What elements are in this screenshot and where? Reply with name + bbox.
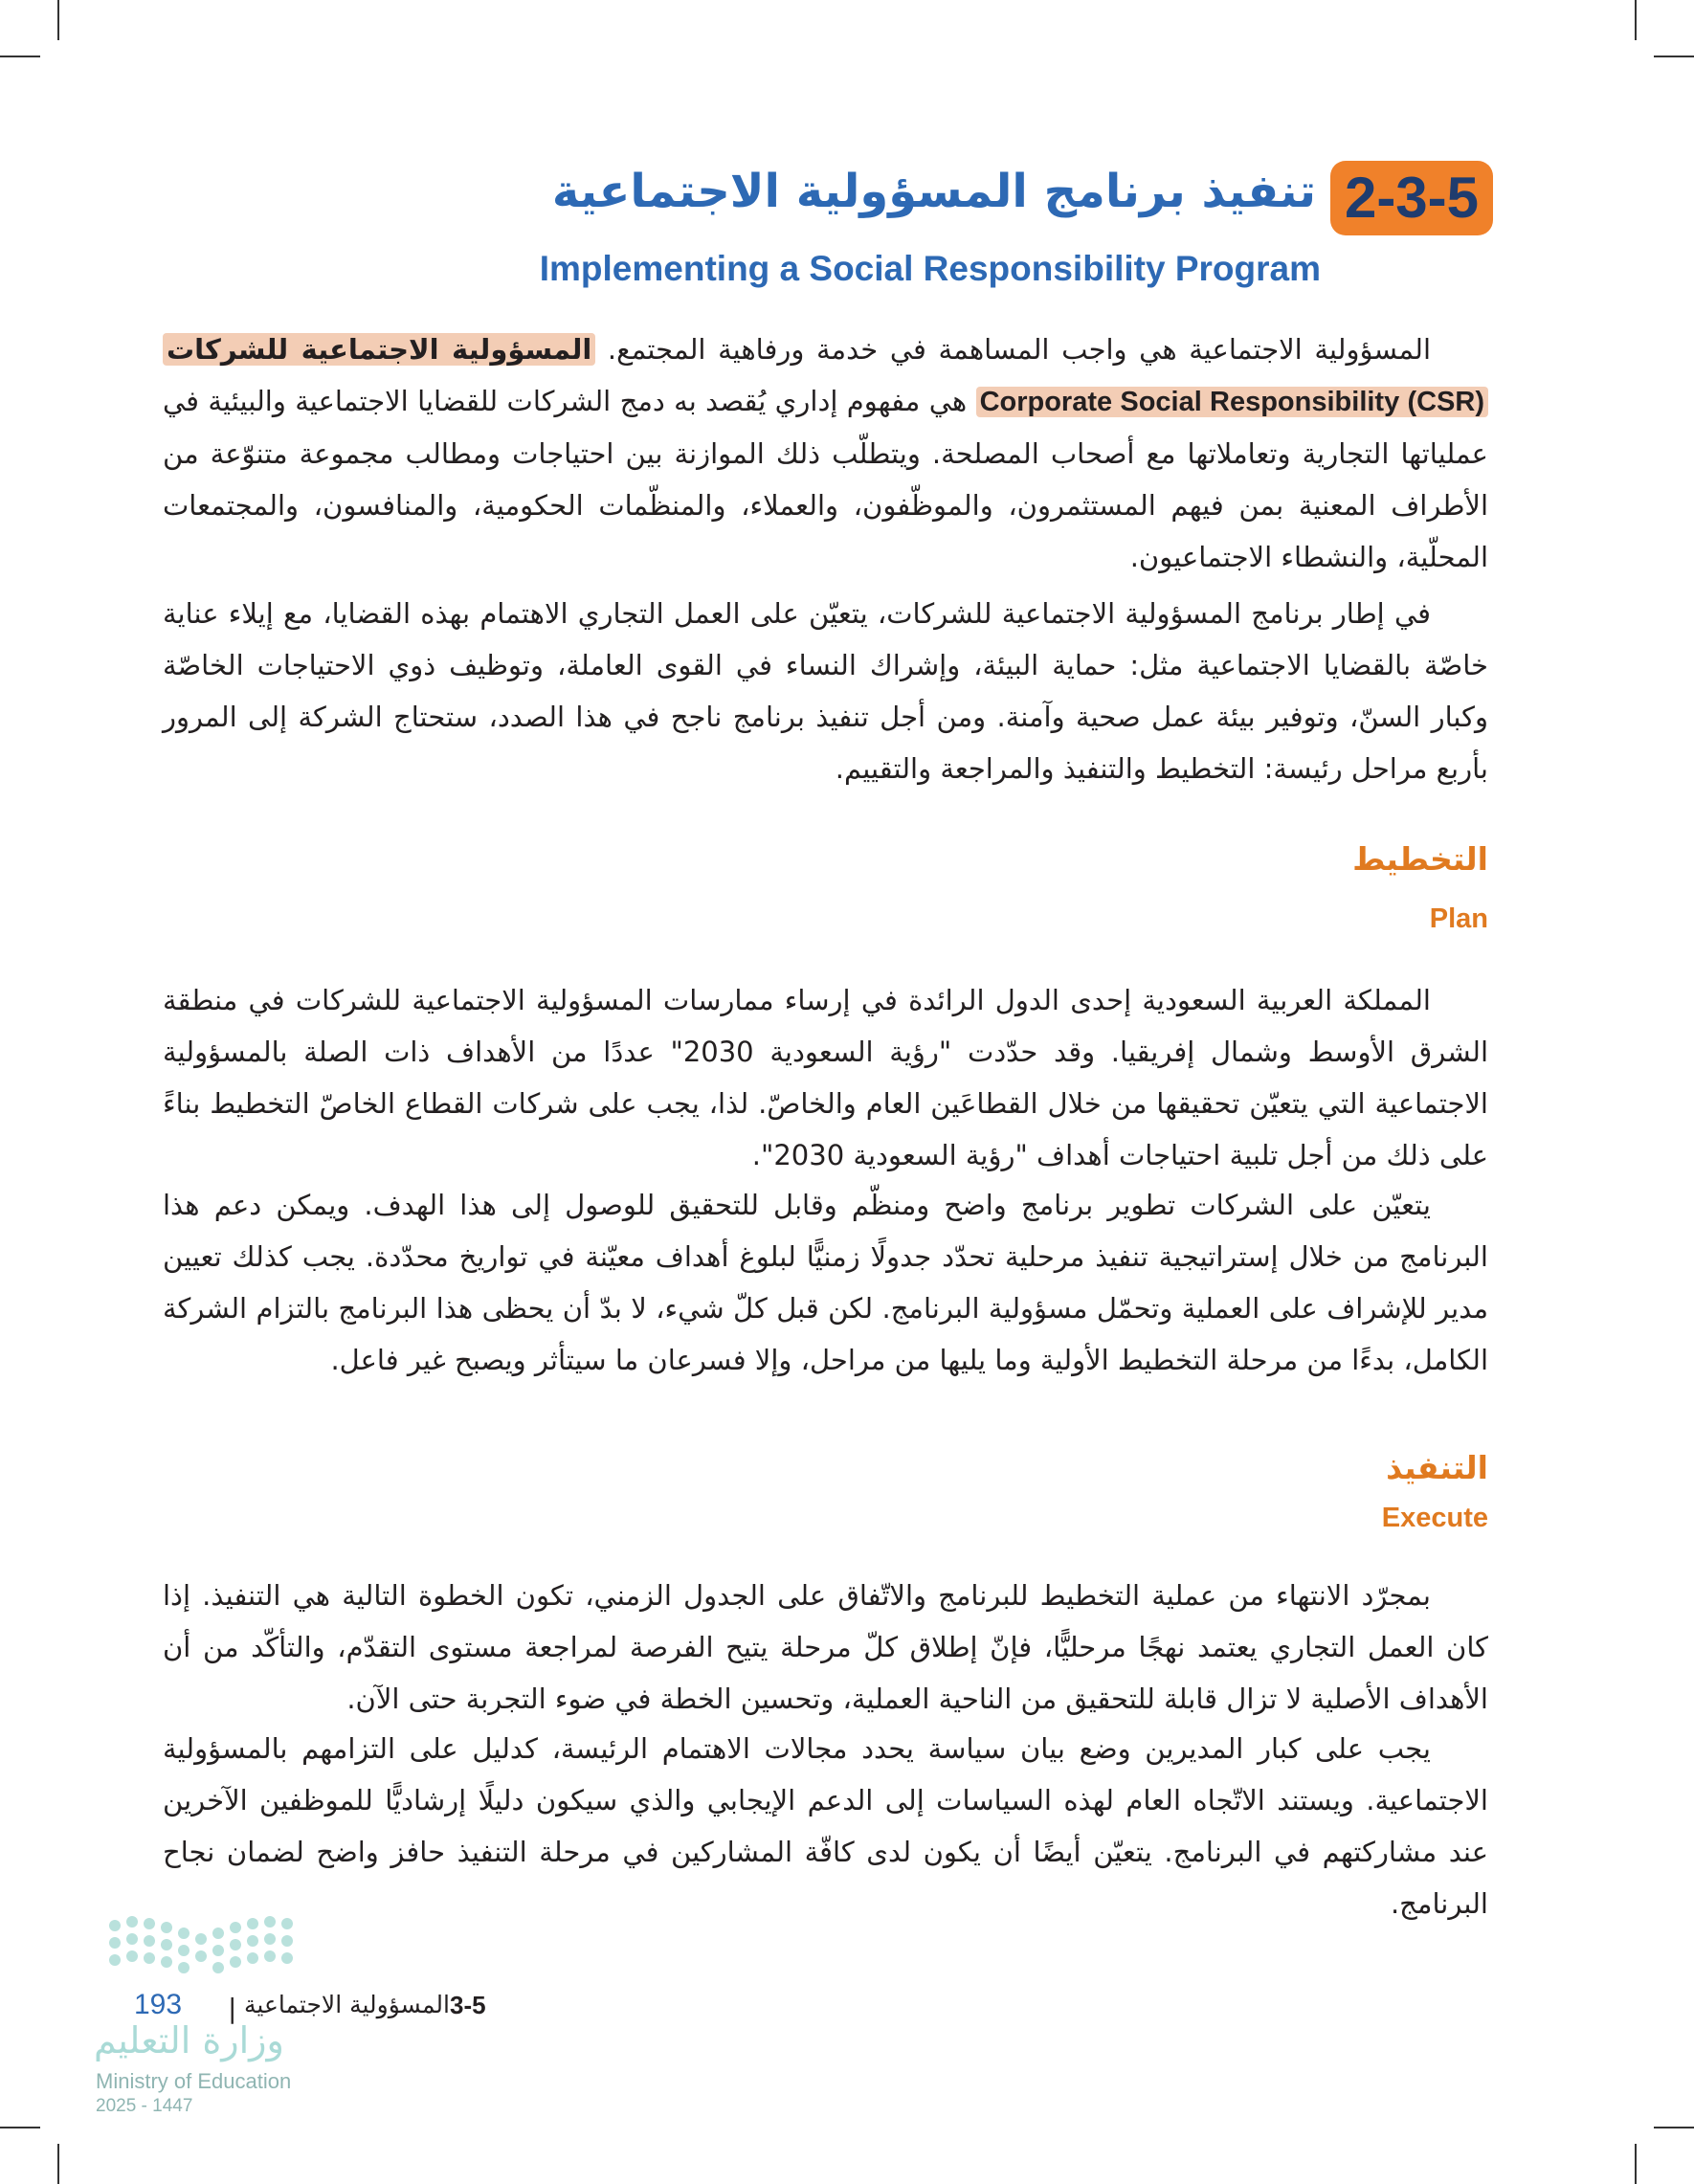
section-title-arabic: تنفيذ برنامج المسؤولية الاجتماعية <box>551 165 1316 218</box>
section-number-badge: 2-3-5 <box>1330 161 1493 235</box>
plan-paragraph-1: المملكة العربية السعودية إحدى الدول الرائدة في إرساء ممارسات المسؤولية الاجتماعية للشركات في منطقة الشرق الأوسط وشمال إفريقيا. وقد حدّدت "رؤية السعودية 2030" عددًا من الأهداف ذات الصلة بالمسؤولية الاجتماعية التي يتعيّن تحقيقها من خلال القطاعَين العام والخاصّ. لذا، يجب على شركات القطاع الخاصّ التخطيط بناءً على ذلك من أجل تلبية احتياجات أهداف "رؤية السعودية 2030". <box>163 984 1488 1171</box>
page-number: 193 <box>134 1989 183 2020</box>
execute-heading-arabic: التنفيذ <box>1386 1449 1488 1486</box>
footer-chapter-number: 3-5 <box>450 1991 486 2019</box>
execute-paragraph-2: يجب على كبار المديرين وضع بيان سياسة يحدد مجالات الاهتمام الرئيسة، كدليل على التزامهم بالمسؤولية الاجتماعية. ويستند الاتّجاه العام لهذه السياسات إلى الدعم الإيجابي والذي سيكون دليلًا إرشاديًّا للموظفين الآخرين عند مشاركتهم في البرنامج. يتعيّن أيضًا أن يكون لدى كافّة المشاركين في مرحلة التنفيذ حافز واضح لضمان نجاح البرنامج. <box>163 1732 1488 1920</box>
plan-paragraph-2: يتعيّن على الشركات تطوير برنامج واضح ومنظّم وقابل للتحقيق للوصول إلى هذا الهدف. ويمكن دعم هذا البرنامج من خلال إستراتيجية تنفيذ مرحلية تحدّد جدولًا زمنيًّا لبلوغ أهداف معيّنة في تواريخ محدّدة. يجب كذلك تعيين مدير للإشراف على العملية وتحمّل مسؤولية البرنامج. لكن قبل كلّ شيء، لا بدّ أن يحظى هذا البرنامج بالتزام الشركة الكامل، بدءًا من مرحلة التخطيط الأولية وما يليها من مراحل، وإلا فسرعان ما سيتأثر ويصبح غير فاعل. <box>163 1189 1488 1376</box>
ministry-logo-dots-icon <box>96 1905 316 2000</box>
section-title-english: Implementing a Social Responsibility Program <box>539 249 1321 288</box>
intro-text-start: المسؤولية الاجتماعية هي واجب المساهمة في خدمة ورفاهية المجتمع. <box>595 333 1431 366</box>
crop-mark <box>0 2127 40 2128</box>
execute-heading-english: Execute <box>1381 1503 1488 1533</box>
crop-mark <box>1635 0 1637 40</box>
crop-mark <box>1654 2127 1694 2128</box>
footer-section-title: المسؤولية الاجتماعية <box>244 1991 450 2018</box>
intro-paragraph-1 <box>163 323 1488 583</box>
csr-term-english: Corporate Social Responsibility (CSR) <box>976 387 1488 417</box>
section-header <box>345 161 1493 295</box>
intro-paragraph-2: في إطار برنامج المسؤولية الاجتماعية للشركات، يتعيّن على العمل التجاري الاهتمام بهذه القضايا، مع إيلاء عناية خاصّة بالقضايا الاجتماعية مثل: حماية البيئة، وإشراك النساء في القوى العاملة، وتوظيف ذوي الاحتياجات الخاصّة وكبار السنّ، وتوفير بيئة عمل صحية وآمنة. ومن أجل تنفيذ برنامج ناجح في هذا الصدد، ستحتاج الشركة إلى المرور بأربع مراحل رئيسة: التخطيط والتنفيذ والمراجعة والتقييم. <box>163 597 1488 785</box>
crop-mark <box>0 56 40 57</box>
plan-heading-arabic: التخطيط <box>1352 840 1488 878</box>
crop-mark <box>1654 56 1694 57</box>
ministry-name-arabic: وزارة التعليم <box>94 2019 284 2061</box>
execute-paragraph-1: بمجرّد الانتهاء من عملية التخطيط للبرنامج والاتّفاق على الجدول الزمني، تكون الخطوة التالية هي التنفيذ. إذا كان العمل التجاري يعتمد نهجًا مرحليًّا، فإنّ إطلاق كلّ مرحلة يتيح الفرصة لمراجعة مستوى التقدّم، والتأكّد من أن الأهداف الأصلية لا تزال قابلة للتحقيق من الناحية العملية، وتحسين الخطة في ضوء التجربة حتى الآن. <box>163 1579 1488 1715</box>
intro-text-rest: هي مفهوم إداري يُقصد به دمج الشركات للقضايا الاجتماعية والبيئية في عملياتها التجارية وتعاملاتها مع أصحاب المصلحة. ويتطلّب ذلك الموازنة بين احتياجات ومطالب مجموعة متنوّعة من الأطراف المعنية بمن فيهم المستثمرون، والموظّفون، والعملاء، والمنظّمات الحكومية، والمنافسون، والمجتمعات المحلّية، والنشطاء الاجتماعيون. <box>163 385 1488 573</box>
ministry-year: 2025 - 1447 <box>96 2096 193 2116</box>
plan-heading-english: Plan <box>1429 903 1488 934</box>
footer-divider: | <box>228 1993 237 2024</box>
ministry-name-english: Ministry of Education <box>96 2069 292 2093</box>
crop-mark <box>57 0 59 40</box>
crop-mark <box>1635 2144 1637 2184</box>
crop-mark <box>57 2144 59 2184</box>
csr-term-arabic: المسؤولية الاجتماعية للشركات <box>163 333 595 366</box>
